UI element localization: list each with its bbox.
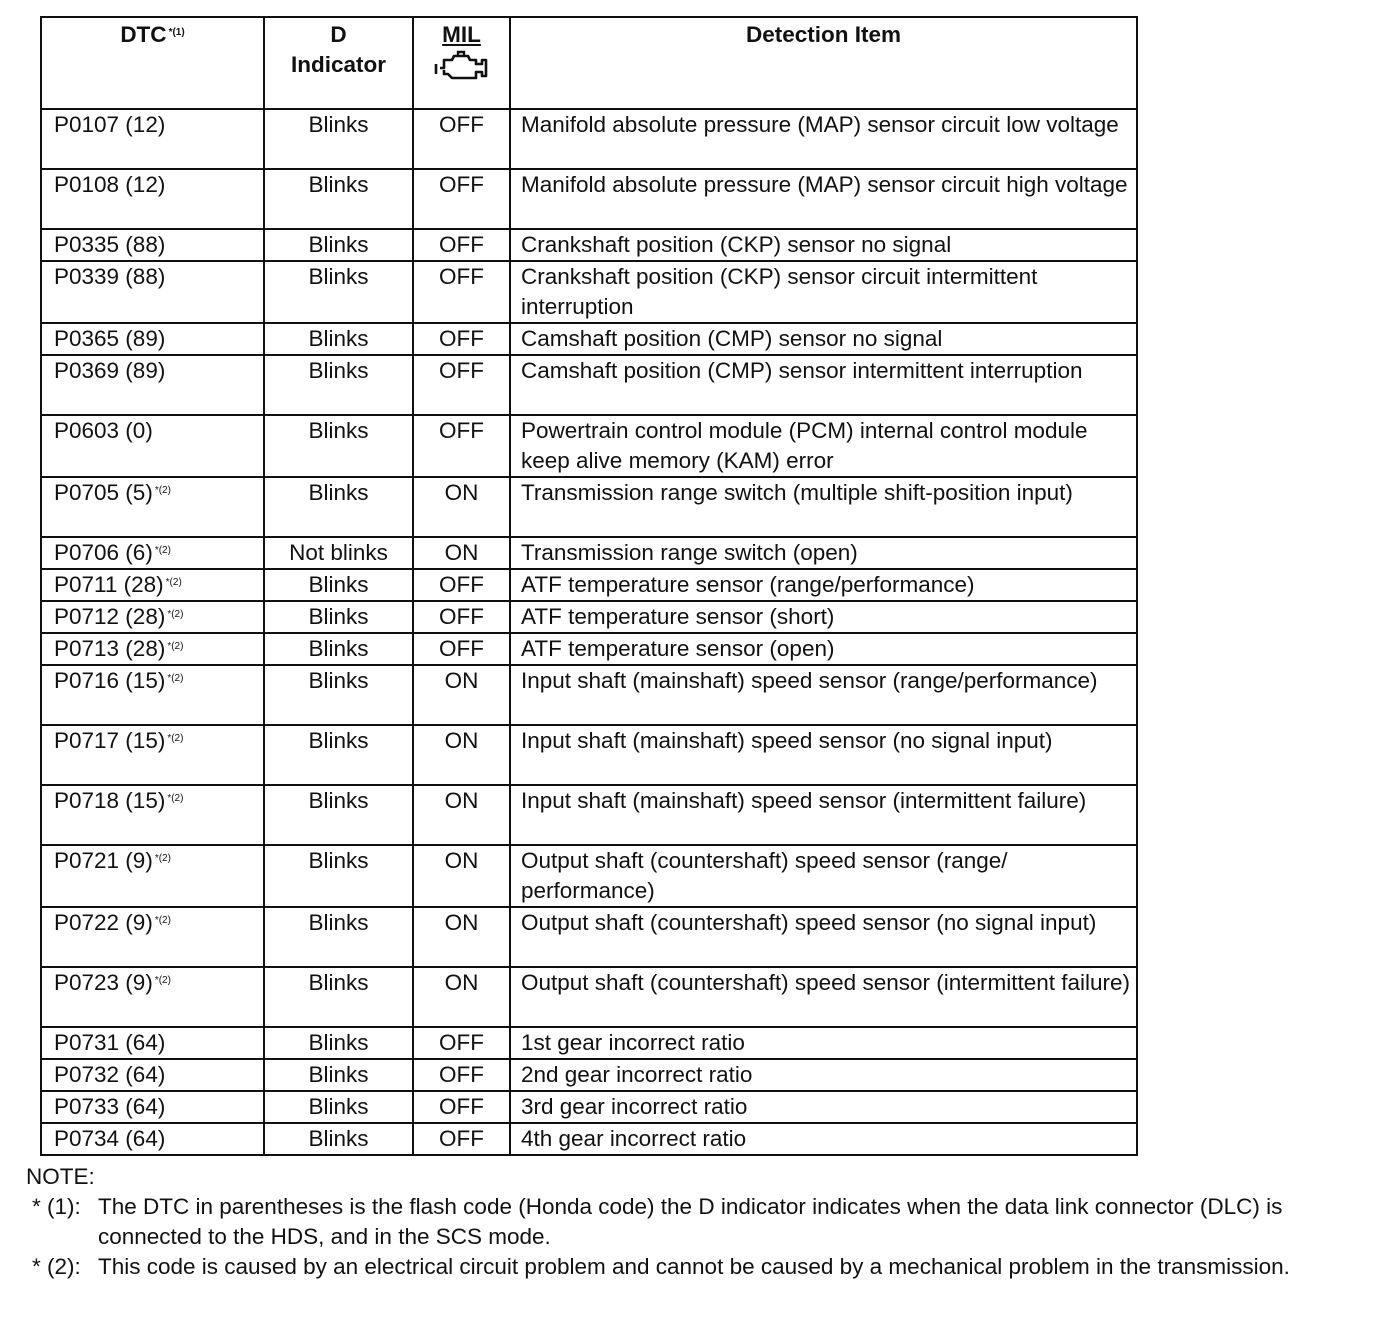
d-indicator-cell: Blinks <box>264 907 413 967</box>
detection-item-cell: Camshaft position (CMP) sensor intermittent interruption <box>510 355 1137 415</box>
mil-status-cell: OFF <box>413 169 510 229</box>
table-row <box>41 725 1137 785</box>
d-indicator-cell: Blinks <box>264 109 413 169</box>
table-row <box>41 845 1137 907</box>
dtc-code-cell <box>41 355 264 415</box>
dtc-code: P0734 (64) <box>54 1126 166 1151</box>
mil-status-cell: ON <box>413 845 510 907</box>
table-row <box>41 601 1137 633</box>
header-detection-label: Detection Item <box>745 22 902 47</box>
dtc-footnote-ref: *(2) <box>154 975 171 986</box>
table-row <box>41 1059 1137 1091</box>
dtc-table <box>40 16 1138 1156</box>
dtc-code-cell <box>41 725 264 785</box>
dtc-code-cell <box>41 967 264 1027</box>
note-mark: * (2): <box>32 1254 81 1279</box>
mil-status-cell: OFF <box>413 323 510 355</box>
mil-status-cell: OFF <box>413 633 510 665</box>
header-indicator-label: Indicator <box>290 52 386 77</box>
detection-item-cell: ATF temperature sensor (open) <box>510 633 1137 665</box>
dtc-code: P0706 (6) <box>54 540 153 565</box>
table-row <box>41 229 1137 261</box>
table-row <box>41 569 1137 601</box>
header-dtc-footnote-ref: *(1) <box>168 27 185 38</box>
mil-status-cell: OFF <box>413 355 510 415</box>
d-indicator-cell: Blinks <box>264 229 413 261</box>
dtc-footnote-ref: *(2) <box>167 609 184 620</box>
header-d-label: D <box>330 22 347 47</box>
dtc-code: P0339 (88) <box>54 264 166 289</box>
dtc-code: P0717 (15) <box>54 728 166 753</box>
note-item <box>26 1192 1376 1252</box>
notes-section <box>26 1162 1376 1282</box>
mil-status-cell: OFF <box>413 1091 510 1123</box>
mil-status-cell: ON <box>413 537 510 569</box>
detection-item-cell: 1st gear incorrect ratio <box>510 1027 1137 1059</box>
detection-item-cell: Camshaft position (CMP) sensor no signal <box>510 323 1137 355</box>
dtc-code: P0107 (12) <box>54 112 166 137</box>
header-dtc <box>41 17 264 109</box>
dtc-code-cell <box>41 537 264 569</box>
dtc-footnote-ref: *(2) <box>167 733 184 744</box>
d-indicator-cell: Blinks <box>264 261 413 323</box>
header-detection-item <box>510 17 1137 109</box>
d-indicator-cell: Blinks <box>264 725 413 785</box>
d-indicator-cell: Blinks <box>264 477 413 537</box>
detection-item-cell: 2nd gear incorrect ratio <box>510 1059 1137 1091</box>
d-indicator-cell: Blinks <box>264 415 413 477</box>
dtc-code: P0733 (64) <box>54 1094 166 1119</box>
d-indicator-cell: Blinks <box>264 845 413 907</box>
detection-item-cell: Crankshaft position (CKP) sensor circuit intermittent interruption <box>510 261 1137 323</box>
detection-item-cell: Input shaft (mainshaft) speed sensor (intermittent failure) <box>510 785 1137 845</box>
mil-status-cell: OFF <box>413 1123 510 1155</box>
dtc-code-cell <box>41 1059 264 1091</box>
dtc-code-cell <box>41 633 264 665</box>
mil-status-cell: ON <box>413 477 510 537</box>
d-indicator-cell: Blinks <box>264 1059 413 1091</box>
detection-item-cell: Transmission range switch (multiple shift-position input) <box>510 477 1137 537</box>
dtc-code-cell <box>41 1027 264 1059</box>
d-indicator-cell: Blinks <box>264 601 413 633</box>
table-row <box>41 967 1137 1027</box>
d-indicator-cell: Blinks <box>264 355 413 415</box>
dtc-code-cell <box>41 601 264 633</box>
dtc-code-cell <box>41 109 264 169</box>
mil-status-cell: OFF <box>413 1059 510 1091</box>
dtc-code: P0732 (64) <box>54 1062 166 1087</box>
mil-status-cell: OFF <box>413 601 510 633</box>
dtc-code-cell <box>41 907 264 967</box>
detection-item-cell: Manifold absolute pressure (MAP) sensor circuit high voltage <box>510 169 1137 229</box>
check-engine-icon <box>432 50 492 84</box>
dtc-code: P0731 (64) <box>54 1030 166 1055</box>
dtc-code: P0335 (88) <box>54 232 166 257</box>
mil-status-cell: ON <box>413 665 510 725</box>
dtc-code-cell <box>41 477 264 537</box>
d-indicator-cell: Blinks <box>264 323 413 355</box>
table-row <box>41 633 1137 665</box>
mil-status-cell: OFF <box>413 569 510 601</box>
detection-item-cell: 3rd gear incorrect ratio <box>510 1091 1137 1123</box>
dtc-code-cell <box>41 785 264 845</box>
dtc-code: P0711 (28) <box>54 572 164 597</box>
dtc-code: P0705 (5) <box>54 480 153 505</box>
detection-item-cell: Output shaft (countershaft) speed sensor (intermittent failure) <box>510 967 1137 1027</box>
table-row <box>41 1027 1137 1059</box>
d-indicator-cell: Blinks <box>264 785 413 845</box>
dtc-footnote-ref: *(2) <box>167 793 184 804</box>
mil-status-cell: OFF <box>413 109 510 169</box>
dtc-footnote-ref: *(2) <box>167 673 184 684</box>
dtc-code-cell <box>41 169 264 229</box>
d-indicator-cell: Blinks <box>264 569 413 601</box>
dtc-code: P0603 (0) <box>54 418 153 443</box>
dtc-code: P0716 (15) <box>54 668 166 693</box>
dtc-code: P0722 (9) <box>54 910 153 935</box>
note-mark: * (1): <box>32 1194 81 1219</box>
dtc-code-cell <box>41 1123 264 1155</box>
mil-status-cell: ON <box>413 907 510 967</box>
d-indicator-cell: Not blinks <box>264 537 413 569</box>
d-indicator-cell: Blinks <box>264 1027 413 1059</box>
mil-status-cell: ON <box>413 725 510 785</box>
table-row <box>41 785 1137 845</box>
dtc-code-cell <box>41 415 264 477</box>
dtc-code: P0721 (9) <box>54 848 153 873</box>
dtc-code: P0718 (15) <box>54 788 166 813</box>
header-mil-label: MIL <box>442 22 481 47</box>
header-mil <box>413 17 510 109</box>
dtc-code: P0713 (28) <box>54 636 166 661</box>
dtc-code-cell <box>41 323 264 355</box>
dtc-footnote-ref: *(2) <box>154 485 171 496</box>
dtc-code-cell <box>41 845 264 907</box>
table-row <box>41 323 1137 355</box>
mil-status-cell: OFF <box>413 261 510 323</box>
dtc-footnote-ref: *(2) <box>165 577 182 588</box>
detection-item-cell: Powertrain control module (PCM) internal control module keep alive memory (KAM) error <box>510 415 1137 477</box>
detection-item-cell: ATF temperature sensor (range/performance) <box>510 569 1137 601</box>
table-row <box>41 537 1137 569</box>
detection-item-cell: Manifold absolute pressure (MAP) sensor circuit low voltage <box>510 109 1137 169</box>
dtc-code-cell <box>41 261 264 323</box>
table-row <box>41 415 1137 477</box>
dtc-footnote-ref: *(2) <box>154 853 171 864</box>
detection-item-cell: Crankshaft position (CKP) sensor no signal <box>510 229 1137 261</box>
dtc-footnote-ref: *(2) <box>154 915 171 926</box>
dtc-code-cell <box>41 665 264 725</box>
notes-title: NOTE: <box>26 1164 95 1189</box>
table-row <box>41 1091 1137 1123</box>
dtc-footnote-ref: *(2) <box>154 545 171 556</box>
dtc-table-body <box>41 109 1137 1155</box>
mil-status-cell: ON <box>413 785 510 845</box>
dtc-code-cell <box>41 1091 264 1123</box>
d-indicator-cell: Blinks <box>264 1123 413 1155</box>
detection-item-cell: Transmission range switch (open) <box>510 537 1137 569</box>
dtc-code: P0369 (89) <box>54 358 166 383</box>
dtc-footnote-ref: *(2) <box>167 641 184 652</box>
dtc-code-cell <box>41 229 264 261</box>
table-row <box>41 109 1137 169</box>
dtc-code: P0723 (9) <box>54 970 153 995</box>
table-row <box>41 477 1137 537</box>
detection-item-cell: Output shaft (countershaft) speed sensor (no signal input) <box>510 907 1137 967</box>
mil-status-cell: OFF <box>413 229 510 261</box>
detection-item-cell: 4th gear incorrect ratio <box>510 1123 1137 1155</box>
header-row <box>41 17 1137 109</box>
d-indicator-cell: Blinks <box>264 633 413 665</box>
detection-item-cell: Output shaft (countershaft) speed sensor (range/ performance) <box>510 845 1137 907</box>
d-indicator-cell: Blinks <box>264 169 413 229</box>
note-item <box>26 1252 1376 1282</box>
mil-status-cell: ON <box>413 967 510 1027</box>
dtc-code: P0712 (28) <box>54 604 166 629</box>
mil-status-cell: OFF <box>413 415 510 477</box>
table-row <box>41 169 1137 229</box>
table-row <box>41 907 1137 967</box>
header-d-indicator <box>264 17 413 109</box>
mil-status-cell: OFF <box>413 1027 510 1059</box>
table-row <box>41 1123 1137 1155</box>
note-text: This code is caused by an electrical circuit problem and cannot be caused by a mechanical problem in the transmission. <box>98 1254 1290 1279</box>
detection-item-cell: ATF temperature sensor (short) <box>510 601 1137 633</box>
d-indicator-cell: Blinks <box>264 665 413 725</box>
table-row <box>41 261 1137 323</box>
d-indicator-cell: Blinks <box>264 967 413 1027</box>
detection-item-cell: Input shaft (mainshaft) speed sensor (no signal input) <box>510 725 1137 785</box>
dtc-code: P0108 (12) <box>54 172 166 197</box>
table-row <box>41 665 1137 725</box>
detection-item-cell: Input shaft (mainshaft) speed sensor (range/performance) <box>510 665 1137 725</box>
dtc-code-cell <box>41 569 264 601</box>
header-dtc-label: DTC <box>120 22 167 47</box>
dtc-code: P0365 (89) <box>54 326 166 351</box>
d-indicator-cell: Blinks <box>264 1091 413 1123</box>
table-row <box>41 355 1137 415</box>
note-text: The DTC in parentheses is the flash code (Honda code) the D indicator indicates when the data link connector (DLC) is connected to the HDS, and in the SCS mode. <box>98 1194 1283 1249</box>
